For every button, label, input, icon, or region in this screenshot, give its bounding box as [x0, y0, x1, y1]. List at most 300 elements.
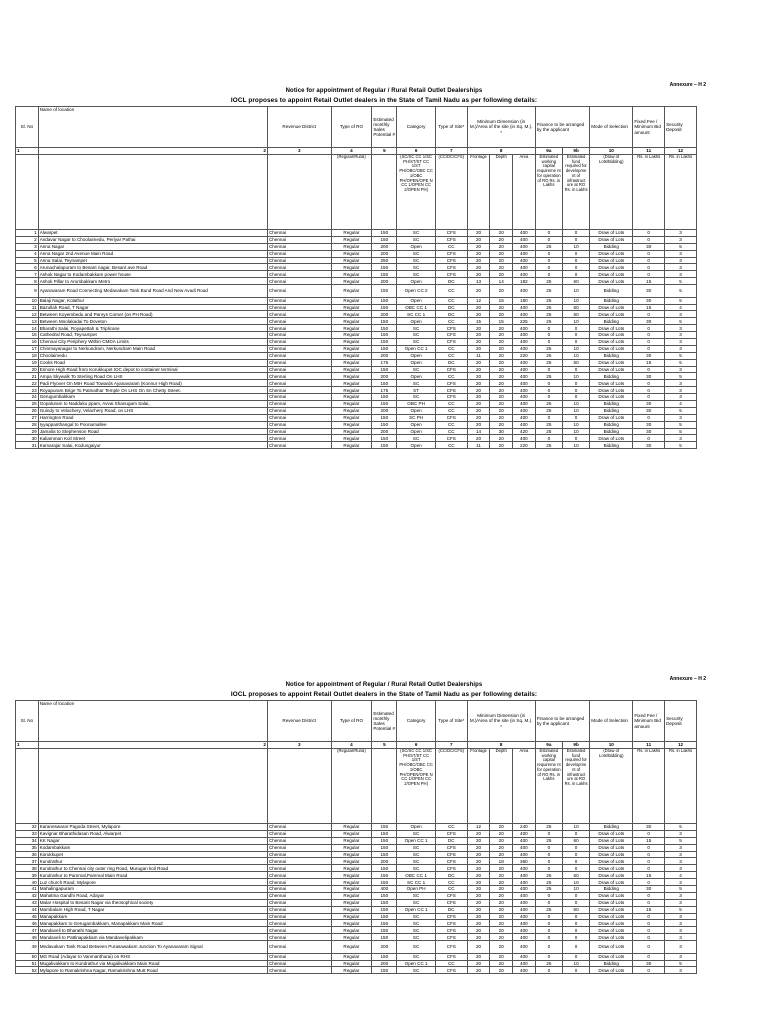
header-sl-no: Sl. No [16, 107, 39, 148]
table-row [16, 879, 697, 886]
row-type-site: CFS [435, 366, 467, 373]
table-row [16, 387, 697, 394]
row-frontage: 20 [467, 325, 490, 332]
row-type-site: CFS [435, 851, 467, 858]
row-district: Chennai [267, 892, 331, 899]
table-row [16, 311, 697, 318]
row-type-site: CC [435, 421, 467, 428]
row-frontage: 20 [467, 230, 490, 237]
row-depth: 20 [490, 230, 513, 237]
table-row [16, 325, 697, 332]
row-deposit: 3 [665, 236, 697, 243]
row-type-ro: Regular [331, 407, 372, 414]
row-frontage: 20 [467, 913, 490, 920]
row-district: Chennai [267, 400, 331, 407]
header-min-dimension: Minimum Dimension (in M.)/Area of the site (in Sq. M.). * [467, 107, 535, 148]
row-category: SC [397, 230, 436, 237]
row-sales: 150 [372, 264, 397, 271]
table-row [16, 920, 697, 927]
row-frontage: 20 [467, 243, 490, 250]
sub-blank [267, 155, 331, 230]
row-mode: Bidding [590, 824, 633, 831]
annexure-label: Annexure – H 2 [669, 676, 706, 682]
row-fee: 30 [633, 960, 665, 967]
row-type-ro: Regular [331, 332, 372, 339]
row-finance-9a: 25 [535, 906, 562, 913]
row-depth: 20 [490, 400, 513, 407]
row-area: 400 [513, 892, 536, 899]
table-row [16, 428, 697, 435]
row-mode: Draw of Lots [590, 264, 633, 271]
row-frontage: 20 [467, 236, 490, 243]
row-category: Open [397, 407, 436, 414]
row-mode: Bidding [590, 421, 633, 428]
row-sales: 150 [372, 338, 397, 345]
row-category: Open [397, 359, 436, 366]
table-row [16, 400, 697, 407]
row-fee: 15 [633, 837, 665, 844]
row-deposit: 5 [665, 352, 697, 359]
row-category: OBC CC 1 [397, 872, 436, 879]
row-district: Chennai [267, 264, 331, 271]
row-finance-9a: 0 [535, 941, 562, 954]
row-area: 400 [513, 271, 536, 278]
row-sales: 150 [372, 824, 397, 831]
row-type-site: CFS [435, 892, 467, 899]
row-category: Open [397, 318, 436, 325]
row-type-ro: Regular [331, 250, 372, 257]
table-row [16, 967, 697, 974]
row-location-name: Anna Salai, Teynampet [38, 257, 267, 264]
row-frontage: 20 [467, 435, 490, 442]
col-number-1: 1 [16, 148, 39, 155]
table-row [16, 373, 697, 380]
row-area: 400 [513, 414, 536, 421]
row-sl-no: 15 [16, 332, 39, 339]
row-frontage: 20 [467, 865, 490, 872]
row-category: SC [397, 830, 436, 837]
row-sl-no: 48 [16, 934, 39, 941]
row-sales: 150 [372, 236, 397, 243]
row-type-ro: Regular [331, 366, 372, 373]
row-sales: 150 [372, 913, 397, 920]
row-category: SC [397, 899, 436, 906]
row-location-name: KK Nagar [38, 837, 267, 844]
row-finance-9b: 0 [562, 830, 589, 837]
sub-category: (SC/SC CC 1/SC PH/ST/ST CC 1/ST PH/OBC/OBC CC 1/OBC PH/OPEN/OPE N CC 1/OPEN CC 2/OPEN PH) [397, 749, 436, 824]
row-finance-9a: 25 [535, 824, 562, 831]
table-row [16, 858, 697, 865]
header-mode: Mode of Selection [590, 701, 633, 742]
col-number-6: 6 [397, 148, 436, 155]
row-category: Open [397, 243, 436, 250]
row-area: 400 [513, 872, 536, 879]
row-depth: 20 [490, 879, 513, 886]
col-number-4: 4 [331, 148, 372, 155]
row-area: 360 [513, 858, 536, 865]
row-deposit: 5 [665, 297, 697, 304]
row-sales: 150 [372, 442, 397, 449]
row-category: Open CC 2 [397, 285, 436, 298]
col-number-1: 1 [16, 742, 39, 749]
row-sl-no: 47 [16, 927, 39, 934]
row-type-site: CC [435, 879, 467, 886]
row-finance-9a: 25 [535, 428, 562, 435]
row-sales: 200 [372, 250, 397, 257]
sub-type-ro: (Regular/Rural) [331, 749, 372, 824]
row-fee: 0 [633, 414, 665, 421]
table-row [16, 394, 697, 401]
row-finance-9b: 60 [562, 837, 589, 844]
row-fee: 0 [633, 236, 665, 243]
header-type-site: Type of Site* [435, 107, 467, 148]
row-area: 400 [513, 338, 536, 345]
row-sl-no: 52 [16, 967, 39, 974]
row-mode: Bidding [590, 960, 633, 967]
sub-header-row [16, 155, 697, 230]
row-location-name: Ennore High Road from Korukkupet IOC depot to container terminal [38, 366, 267, 373]
row-type-ro: Regular [331, 421, 372, 428]
row-type-ro: Regular [331, 345, 372, 352]
header-name: Name of location [38, 701, 267, 742]
row-frontage: 20 [467, 387, 490, 394]
row-district: Chennai [267, 960, 331, 967]
row-type-site: CFS [435, 250, 467, 257]
row-frontage: 20 [467, 886, 490, 893]
row-depth: 20 [490, 243, 513, 250]
row-type-ro: Regular [331, 236, 372, 243]
row-finance-9b: 0 [562, 271, 589, 278]
row-finance-9a: 0 [535, 380, 562, 387]
row-area: 220 [513, 352, 536, 359]
row-deposit: 3 [665, 892, 697, 899]
row-deposit: 3 [665, 830, 697, 837]
row-category: Open [397, 824, 436, 831]
row-type-site: CFS [435, 913, 467, 920]
row-finance-9b: 10 [562, 886, 589, 893]
row-location-name: Manapakkam [38, 913, 267, 920]
col-number-5: 5 [372, 148, 397, 155]
row-location-name: Jamalia to Stephenson Road [38, 428, 267, 435]
notice-page-2 [0, 640, 768, 1024]
row-district: Chennai [267, 373, 331, 380]
row-finance-9b: 0 [562, 338, 589, 345]
row-finance-9a: 0 [535, 913, 562, 920]
row-sales: 175 [372, 359, 397, 366]
row-area: 400 [513, 332, 536, 339]
row-sales: 150 [372, 414, 397, 421]
row-depth: 20 [490, 407, 513, 414]
table-row [16, 250, 697, 257]
row-finance-9a: 0 [535, 927, 562, 934]
table-row [16, 230, 697, 237]
row-depth: 14 [490, 278, 513, 285]
row-area: 400 [513, 264, 536, 271]
table-row [16, 338, 697, 345]
row-finance-9b: 60 [562, 906, 589, 913]
row-area: 400 [513, 359, 536, 366]
row-location-name: Kundrathur to Chennai city outer ring Road, Murugan koil Road [38, 865, 267, 872]
row-location-name: Mylapore to Ramakrishna Nagar, Ramakrishna Mutt Road [38, 967, 267, 974]
row-depth: 20 [490, 394, 513, 401]
row-frontage: 20 [467, 830, 490, 837]
row-depth: 20 [490, 414, 513, 421]
row-frontage: 20 [467, 311, 490, 318]
row-district: Chennai [267, 257, 331, 264]
row-finance-9b: 10 [562, 318, 589, 325]
row-sl-no: 40 [16, 879, 39, 886]
row-area: 400 [513, 380, 536, 387]
row-category: SC [397, 271, 436, 278]
row-sl-no: 37 [16, 858, 39, 865]
header-fee: Fixed Fee / Minimum Bid amount [633, 701, 665, 742]
row-deposit: 3 [665, 264, 697, 271]
row-sl-no: 32 [16, 824, 39, 831]
row-deposit: 5 [665, 906, 697, 913]
row-sales: 150 [372, 230, 397, 237]
row-finance-9b: 0 [562, 250, 589, 257]
row-deposit: 3 [665, 394, 697, 401]
row-mode: Draw of Lots [590, 271, 633, 278]
row-category: SC [397, 913, 436, 920]
row-mode: Draw of Lots [590, 844, 633, 851]
row-category: SC [397, 325, 436, 332]
row-sl-no: 17 [16, 345, 39, 352]
row-category: Open [397, 442, 436, 449]
header-deposit: Security Deposit [665, 701, 697, 742]
row-deposit: 3 [665, 858, 697, 865]
row-sl-no: 25 [16, 400, 39, 407]
row-mode: Draw of Lots [590, 920, 633, 927]
row-depth: 30 [490, 428, 513, 435]
header-deposit: Security Deposit [665, 107, 697, 148]
table-row [16, 318, 697, 325]
row-location-name: Between Moolakadai To Doveton [38, 318, 267, 325]
row-type-site: CFS [435, 257, 467, 264]
row-mode: Draw of Lots [590, 332, 633, 339]
row-depth: 15 [490, 318, 513, 325]
row-finance-9b: 0 [562, 934, 589, 941]
row-area: 225 [513, 318, 536, 325]
row-deposit: 3 [665, 387, 697, 394]
row-area: 400 [513, 967, 536, 974]
row-type-site: CC [435, 243, 467, 250]
col-number-4: 4 [331, 742, 372, 749]
col-number-8: 8 [467, 148, 535, 155]
row-type-site: DC [435, 872, 467, 879]
row-depth: 15 [490, 297, 513, 304]
row-type-site: CFS [435, 414, 467, 421]
row-fee: 0 [633, 967, 665, 974]
column-number-row [16, 742, 697, 749]
row-location-name: Medavakam Tank Road Between Purasawakam Junction To Ayanavaram Signal [38, 941, 267, 954]
row-finance-9b: 0 [562, 366, 589, 373]
row-sl-no: 27 [16, 414, 39, 421]
row-frontage: 20 [467, 927, 490, 934]
row-deposit: 5 [665, 359, 697, 366]
row-district: Chennai [267, 837, 331, 844]
row-type-site: CC [435, 345, 467, 352]
row-depth: 20 [490, 906, 513, 913]
table-row [16, 892, 697, 899]
row-frontage: 13 [467, 278, 490, 285]
column-number-row [16, 148, 697, 155]
row-type-site: CFS [435, 435, 467, 442]
row-sl-no: 39 [16, 872, 39, 879]
row-sales: 200 [372, 428, 397, 435]
table-row [16, 407, 697, 414]
row-fee: 15 [633, 872, 665, 879]
row-type-ro: Regular [331, 311, 372, 318]
row-finance-9a: 0 [535, 435, 562, 442]
row-district: Chennai [267, 886, 331, 893]
header-min-dimension: Minimum Dimension (in M.)/Area of the site (in Sq. M.). * [467, 701, 535, 742]
row-sl-no: 20 [16, 366, 39, 373]
sub-depth: Depth [490, 749, 513, 824]
row-type-ro: Regular [331, 844, 372, 851]
row-location-name: Iyyappanthangal to Poonamallee [38, 421, 267, 428]
row-fee: 15 [633, 304, 665, 311]
row-category: SC [397, 892, 436, 899]
row-fee: 30 [633, 400, 665, 407]
row-type-ro: Regular [331, 373, 372, 380]
row-finance-9b: 0 [562, 332, 589, 339]
row-category: SC CC 1 [397, 311, 436, 318]
row-location-name: Royapuram Brige To Patinathar Temple On LHS On Sn Chetty Street. [38, 387, 267, 394]
row-area: 182 [513, 278, 536, 285]
col-number-12: 12 [665, 742, 697, 749]
row-sl-no: 35 [16, 844, 39, 851]
row-sales: 150 [372, 899, 397, 906]
row-frontage: 20 [467, 257, 490, 264]
row-location-name: Kundrathur to Pammal,Pammal Main Road [38, 872, 267, 879]
row-type-site: CC [435, 373, 467, 380]
row-deposit: 4 [665, 872, 697, 879]
row-fee: 0 [633, 913, 665, 920]
row-type-ro: Regular [331, 879, 372, 886]
row-district: Chennai [267, 872, 331, 879]
row-type-ro: Regular [331, 352, 372, 359]
col-number-9a: 9a [535, 148, 562, 155]
row-finance-9a: 0 [535, 332, 562, 339]
row-frontage: 12 [467, 297, 490, 304]
row-sl-no: 4 [16, 250, 39, 257]
row-deposit: 3 [665, 332, 697, 339]
row-frontage: 12 [467, 824, 490, 831]
row-depth: 20 [490, 927, 513, 934]
row-sl-no: 30 [16, 435, 39, 442]
row-fee: 30 [633, 243, 665, 250]
row-deposit: 5 [665, 373, 697, 380]
row-area: 220 [513, 442, 536, 449]
row-category: SC [397, 250, 436, 257]
row-sales: 150 [372, 318, 397, 325]
table-row [16, 257, 697, 264]
row-mode: Draw of Lots [590, 380, 633, 387]
row-sl-no: 21 [16, 373, 39, 380]
row-deposit: 3 [665, 899, 697, 906]
row-sl-no: 34 [16, 837, 39, 844]
row-deposit: 5 [665, 442, 697, 449]
row-district: Chennai [267, 366, 331, 373]
row-mode: Bidding [590, 442, 633, 449]
row-mode: Draw of Lots [590, 304, 633, 311]
row-deposit: 3 [665, 250, 697, 257]
row-depth: 20 [490, 837, 513, 844]
row-frontage: 20 [467, 400, 490, 407]
row-depth: 20 [490, 271, 513, 278]
row-finance-9a: 0 [535, 230, 562, 237]
row-sales: 150 [372, 394, 397, 401]
row-finance-9a: 25 [535, 872, 562, 879]
row-type-site: CFS [435, 927, 467, 934]
row-sl-no: 22 [16, 380, 39, 387]
row-type-site: CC [435, 400, 467, 407]
row-sales: 150 [372, 892, 397, 899]
row-type-ro: Regular [331, 967, 372, 974]
row-type-site: CC [435, 886, 467, 893]
row-fee: 0 [633, 387, 665, 394]
row-mode: Draw of Lots [590, 899, 633, 906]
row-sales: 150 [372, 271, 397, 278]
row-fee: 0 [633, 844, 665, 851]
row-type-site: CC [435, 407, 467, 414]
row-mode: Draw of Lots [590, 879, 633, 886]
row-area: 400 [513, 906, 536, 913]
row-area: 400 [513, 879, 536, 886]
row-type-ro: Regular [331, 824, 372, 831]
table-row [16, 285, 697, 298]
row-type-ro: Regular [331, 892, 372, 899]
row-category: Open [397, 352, 436, 359]
col-number-11: 11 [633, 148, 665, 155]
row-frontage: 20 [467, 899, 490, 906]
notice-subtitle: IOCL proposes to appoint Retail Outlet dealers in the State of Tamil Nadu as per following details: [230, 691, 538, 698]
row-location-name: Karaneswarar Pagoda Street, Mylapore [38, 824, 267, 831]
row-location-name: Malar Hospital to Besant Nagar via theosophical society [38, 899, 267, 906]
row-location-name: Cooks Road [38, 359, 267, 366]
row-district: Chennai [267, 387, 331, 394]
row-finance-9b: 0 [562, 230, 589, 237]
row-sales: 150 [372, 879, 397, 886]
row-area: 400 [513, 285, 536, 298]
row-location-name: Kamarajar Salai, Kodungaiyur [38, 442, 267, 449]
row-district: Chennai [267, 844, 331, 851]
row-type-ro: Regular [331, 278, 372, 285]
row-finance-9a: 25 [535, 400, 562, 407]
row-deposit: 5 [665, 407, 697, 414]
table-row [16, 297, 697, 304]
row-depth: 20 [490, 366, 513, 373]
row-deposit: 3 [665, 435, 697, 442]
row-location-name: Mambalam High Road, T Nagar [38, 906, 267, 913]
row-fee: 0 [633, 345, 665, 352]
row-finance-9b: 0 [562, 858, 589, 865]
row-type-site: CC [435, 318, 467, 325]
row-type-ro: Regular [331, 394, 372, 401]
row-location-name: Cathedral Road, Teynampet [38, 332, 267, 339]
header-row [16, 107, 697, 148]
row-finance-9b: 0 [562, 325, 589, 332]
row-location-name: Padi Flyover On MtH Road Towards Ayanavaram (Konnur High Road) [38, 380, 267, 387]
row-location-name: Kavignar Bharathidasan Road, Alwarpet [38, 830, 267, 837]
row-mode: Draw of Lots [590, 278, 633, 285]
table-row [16, 236, 697, 243]
header-row [16, 701, 697, 742]
row-sl-no: 33 [16, 830, 39, 837]
row-district: Chennai [267, 311, 331, 318]
col-number-9b: 9b [562, 148, 589, 155]
